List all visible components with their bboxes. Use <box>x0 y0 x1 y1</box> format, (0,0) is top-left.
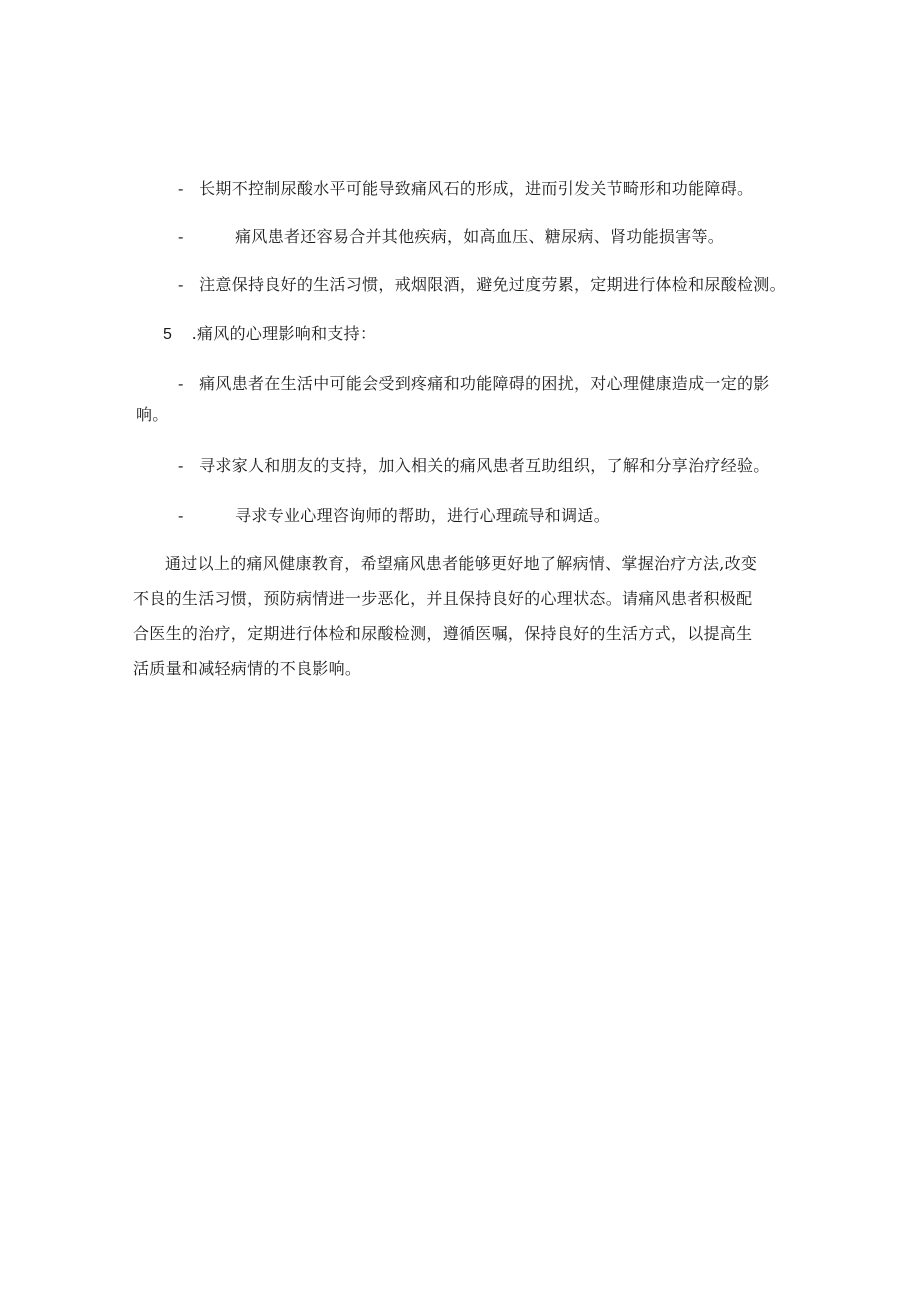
bullet-item <box>178 274 786 296</box>
conclusion-line: 不良的生活习惯，预防病情进一步恶化，并且保持良好的心理状态。请痛风患者积极配 <box>133 589 753 608</box>
section-heading <box>163 323 376 346</box>
conclusion-line: 活质量和减轻病情的不良影响。 <box>133 659 362 678</box>
bullet-dash: - <box>178 275 184 294</box>
conclusion-line: 合医生的治疗，定期进行体检和尿酸检测，遵循医嘱，保持良好的生活方式，以提高生 <box>133 624 753 643</box>
bullet-item <box>178 455 770 477</box>
bullet-dash: - <box>178 179 184 198</box>
bullet-continuation: 响。 <box>136 405 169 424</box>
section-title: .痛风的心理影响和支持： <box>191 324 377 343</box>
conclusion-line: 通过以上的痛风健康教育，希望痛风患者能够更好地了解病情、掌握治疗方法,改变 <box>165 554 758 573</box>
bullet-dash: - <box>178 374 184 393</box>
bullet-dash: - <box>178 456 184 475</box>
bullet-item <box>178 226 724 248</box>
bullet-item <box>178 373 770 395</box>
bullet-text: 痛风患者还容易合并其他疾病，如高血压、糖尿病、肾功能损害等。 <box>235 227 725 246</box>
bullet-dash: - <box>178 227 184 246</box>
bullet-text: 痛风患者在生活中可能会受到疼痛和功能障碍的困扰，对心理健康造成一定的影 <box>199 374 770 393</box>
bullet-text: 寻求家人和朋友的支持，加入相关的痛风患者互助组织，了解和分享治疗经验。 <box>199 456 770 475</box>
section-number: 5 <box>163 326 173 343</box>
bullet-dash: - <box>178 506 184 525</box>
bullet-item <box>178 505 610 527</box>
bullet-text: 注意保持良好的生活习惯，戒烟限酒，避免过度劳累，定期进行体检和尿酸检测。 <box>199 275 786 294</box>
bullet-item <box>178 178 753 200</box>
bullet-text: 长期不控制尿酸水平可能导致痛风石的形成，进而引发关节畸形和功能障碍。 <box>199 179 754 198</box>
bullet-text: 寻求专业心理咨询师的帮助，进行心理疏导和调适。 <box>235 506 611 525</box>
